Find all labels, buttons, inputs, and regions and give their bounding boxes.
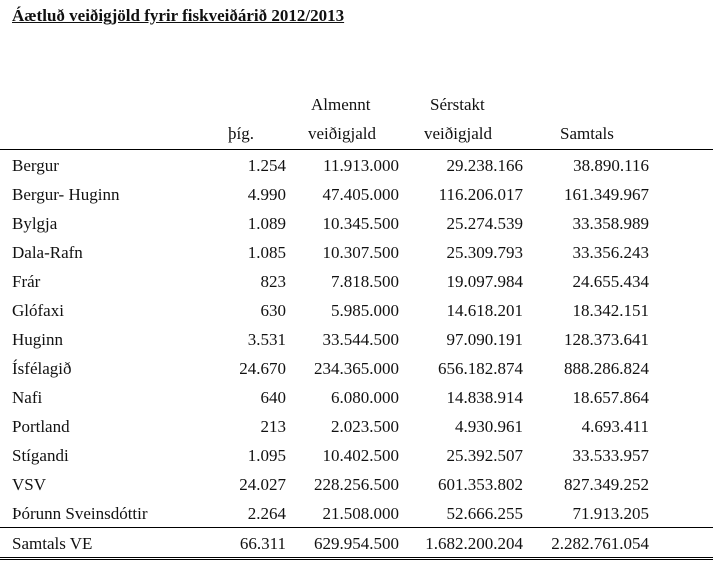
row-samtals: 33.356.243: [572, 243, 649, 262]
table-row: [0, 266, 713, 295]
row-thig: 1.085: [247, 243, 286, 262]
table-row: [0, 208, 713, 237]
table-row: [0, 498, 713, 527]
table-row: [0, 469, 713, 498]
row-almennt: 10.345.500: [322, 214, 399, 233]
row-name: Stígandi: [12, 446, 69, 465]
row-almennt: 11.913.000: [323, 156, 399, 175]
row-almennt: 33.544.500: [322, 330, 399, 349]
row-thig: 823: [260, 272, 286, 291]
total-samtals: 2.282.761.054: [551, 534, 649, 553]
row-thig: 640: [260, 388, 286, 407]
row-samtals: 4.693.411: [581, 417, 649, 436]
row-serstakt: 29.238.166: [446, 156, 523, 175]
row-samtals: 38.890.116: [573, 156, 649, 175]
row-thig: 24.670: [239, 359, 286, 378]
row-name: Glófaxi: [12, 301, 64, 320]
row-samtals: 33.533.957: [572, 446, 649, 465]
row-name: VSV: [12, 475, 47, 494]
fee-table: [0, 116, 713, 560]
table-total-row: [0, 527, 713, 560]
header-almennt-veidigjald: veiðigjald: [308, 124, 376, 143]
header-serstakt-veidigjald: veiðigjald: [424, 124, 492, 143]
row-samtals: 18.657.864: [572, 388, 649, 407]
table-row: [0, 179, 713, 208]
row-almennt: 21.508.000: [322, 504, 399, 523]
table-row: [0, 150, 713, 179]
row-name: Nafi: [12, 388, 43, 407]
row-serstakt: 52.666.255: [446, 504, 523, 523]
row-samtals: 24.655.434: [572, 272, 649, 291]
row-name: Þórunn Sveinsdóttir: [12, 504, 148, 523]
table-row: [0, 411, 713, 440]
table-row: [0, 295, 713, 324]
row-samtals: 128.373.641: [564, 330, 649, 349]
row-samtals: 71.913.205: [572, 504, 649, 523]
row-almennt: 6.080.000: [331, 388, 399, 407]
row-serstakt: 97.090.191: [446, 330, 523, 349]
row-samtals: 18.342.151: [572, 301, 649, 320]
total-almennt: 629.954.500: [314, 534, 399, 553]
row-name: Dala-Rafn: [12, 243, 83, 262]
row-thig: 24.027: [239, 475, 286, 494]
row-name: Bergur- Huginn: [12, 185, 120, 204]
row-name: Bylgja: [12, 214, 58, 233]
row-thig: 213: [260, 417, 286, 436]
table-body: [0, 150, 713, 527]
table-row: [0, 353, 713, 382]
row-thig: 4.990: [247, 185, 286, 204]
header-top-serstakt: Sérstakt: [430, 95, 485, 114]
row-almennt: 234.365.000: [314, 359, 399, 378]
row-samtals: 827.349.252: [564, 475, 649, 494]
row-thig: 2.264: [247, 504, 286, 523]
total-name: Samtals VE: [12, 534, 93, 553]
row-samtals: 888.286.824: [564, 359, 649, 378]
row-thig: 630: [260, 301, 286, 320]
row-serstakt: 19.097.984: [446, 272, 523, 291]
row-serstakt: 4.930.961: [455, 417, 523, 436]
total-thig: 66.311: [239, 534, 286, 553]
row-samtals: 161.349.967: [564, 185, 649, 204]
row-name: Portland: [12, 417, 70, 436]
row-serstakt: 116.206.017: [438, 185, 523, 204]
row-almennt: 228.256.500: [314, 475, 399, 494]
row-almennt: 10.307.500: [322, 243, 399, 262]
row-name: Frár: [12, 272, 41, 291]
row-serstakt: 25.274.539: [446, 214, 523, 233]
row-name: Huginn: [12, 330, 63, 349]
row-serstakt: 14.618.201: [446, 301, 523, 320]
table-row: [0, 382, 713, 411]
row-serstakt: 14.838.914: [446, 388, 523, 407]
row-almennt: 5.985.000: [331, 301, 399, 320]
row-samtals: 33.358.989: [572, 214, 649, 233]
row-name: Ísfélagið: [12, 359, 72, 378]
row-thig: 1.095: [247, 446, 286, 465]
row-almennt: 47.405.000: [322, 185, 399, 204]
row-serstakt: 601.353.802: [438, 475, 523, 494]
row-name: Bergur: [12, 156, 59, 175]
table-header-row: [0, 116, 713, 150]
row-serstakt: 25.309.793: [446, 243, 523, 262]
table-row: [0, 324, 713, 353]
header-thig: þíg.: [228, 124, 254, 143]
row-thig: 1.089: [247, 214, 286, 233]
row-almennt: 10.402.500: [322, 446, 399, 465]
row-thig: 3.531: [247, 330, 286, 349]
table-row: [0, 237, 713, 266]
row-almennt: 2.023.500: [331, 417, 399, 436]
row-almennt: 7.818.500: [331, 272, 399, 291]
header-top-almennt: Almennt: [311, 95, 371, 114]
total-serstakt: 1.682.200.204: [425, 534, 523, 553]
row-serstakt: 656.182.874: [438, 359, 523, 378]
row-serstakt: 25.392.507: [446, 446, 523, 465]
table-row: [0, 440, 713, 469]
page-title: Áætluð veiðigjöld fyrir fiskveiðárið 2012/2013: [12, 6, 345, 25]
header-samtals: Samtals: [560, 124, 614, 143]
row-thig: 1.254: [247, 156, 286, 175]
